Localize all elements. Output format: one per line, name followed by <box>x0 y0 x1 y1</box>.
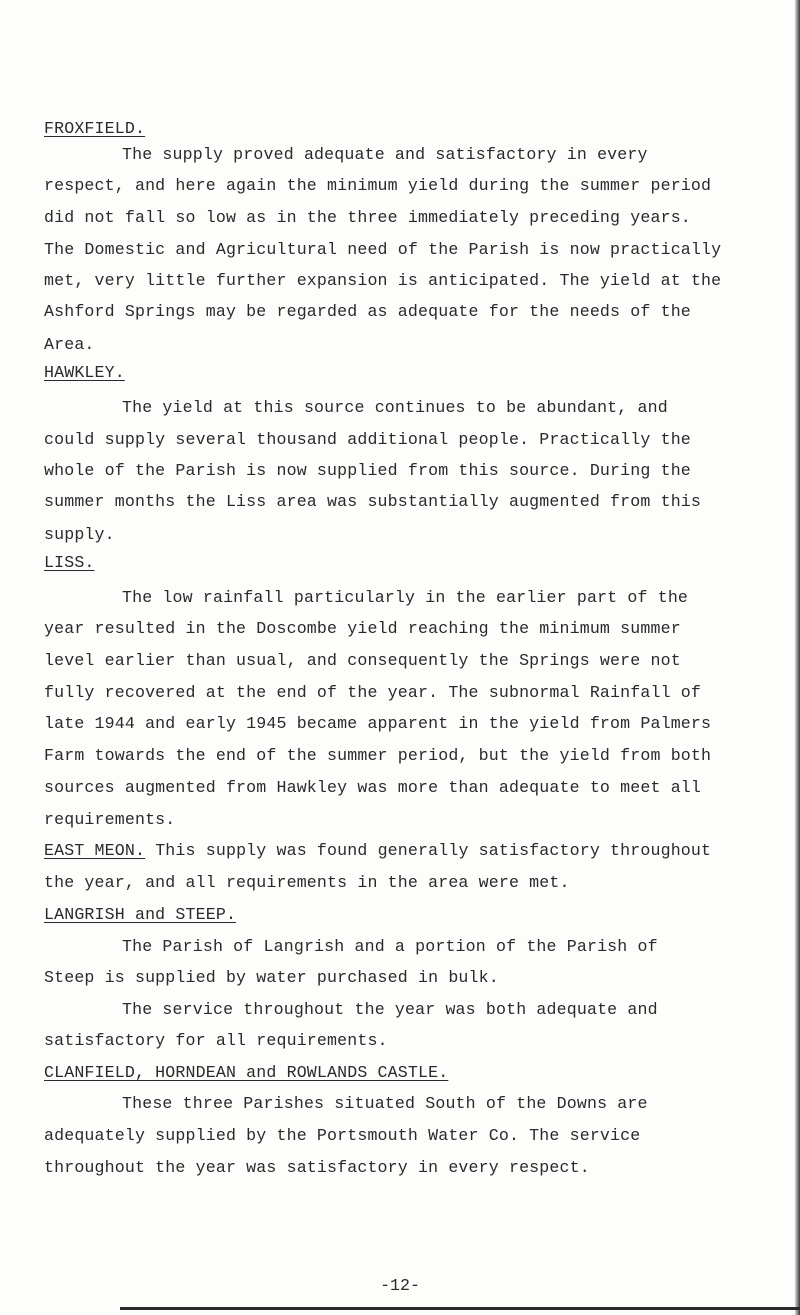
heading-froxfield: FROXFIELD. <box>44 119 146 138</box>
text-line: Farm towards the end of the summer period, but the yield from both <box>44 746 712 765</box>
text-line: sources augmented from Hawkley was more than adequate to meet all <box>44 778 702 797</box>
text-line: level earlier than usual, and consequently the Springs were not <box>44 651 681 670</box>
page-number: -12- <box>380 1276 420 1295</box>
text-line: Steep is supplied by water purchased in bulk. <box>44 968 499 987</box>
text-line: throughout the year was satisfactory in every respect. <box>44 1158 590 1177</box>
text-line: The Domestic and Agricultural need of the Parish is now practically <box>44 240 722 259</box>
text-line: year resulted in the Doscombe yield reaching the minimum summer <box>44 619 681 638</box>
text-line: late 1944 and early 1945 became apparent in the yield from Palmers <box>44 714 712 733</box>
heading-liss: LISS. <box>44 553 95 572</box>
text-line: The low rainfall particularly in the earlier part of the <box>122 588 689 607</box>
text-line: These three Parishes situated South of the Downs are <box>122 1094 648 1113</box>
text-line: supply. <box>44 525 115 544</box>
text-line: requirements. <box>44 810 176 829</box>
text-line: fully recovered at the end of the year. The subnormal Rainfall of <box>44 683 702 702</box>
heading-langrish-steep: LANGRISH and STEEP. <box>44 905 237 924</box>
text-line: The service throughout the year was both adequate and <box>122 1000 658 1019</box>
text-line: adequately supplied by the Portsmouth Water Co. The service <box>44 1126 641 1145</box>
east-meon-line <box>44 841 711 861</box>
text-line: the year, and all requirements in the area were met. <box>44 873 570 892</box>
text-line: could supply several thousand additional people. Practically the <box>44 430 691 449</box>
bottom-rule <box>120 1307 800 1310</box>
text-line: The supply proved adequate and satisfactory in every <box>122 145 648 164</box>
text-line: did not fall so low as in the three immediately preceding years. <box>44 208 691 227</box>
page-edge-shadow <box>795 0 800 1315</box>
heading-east-meon: EAST MEON. <box>44 841 146 860</box>
heading-clanfield-horndean-rowlands-castle: CLANFIELD, HORNDEAN and ROWLANDS CASTLE. <box>44 1063 449 1082</box>
text-line: summer months the Liss area was substantially augmented from this <box>44 492 702 511</box>
text-line: The Parish of Langrish and a portion of the Parish of <box>122 937 658 956</box>
text-line: The yield at this source continues to be abundant, and <box>122 398 668 417</box>
text-line: satisfactory for all requirements. <box>44 1031 388 1050</box>
text-line: met, very little further expansion is anticipated. The yield at the <box>44 271 722 290</box>
text-line: This supply was found generally satisfactory throughout <box>155 841 712 860</box>
text-line: whole of the Parish is now supplied from this source. During the <box>44 461 691 480</box>
text-line: Area. <box>44 335 95 354</box>
heading-hawkley: HAWKLEY. <box>44 363 125 382</box>
text-line: respect, and here again the minimum yield during the summer period <box>44 176 712 195</box>
text-line: Ashford Springs may be regarded as adequate for the needs of the <box>44 302 691 321</box>
